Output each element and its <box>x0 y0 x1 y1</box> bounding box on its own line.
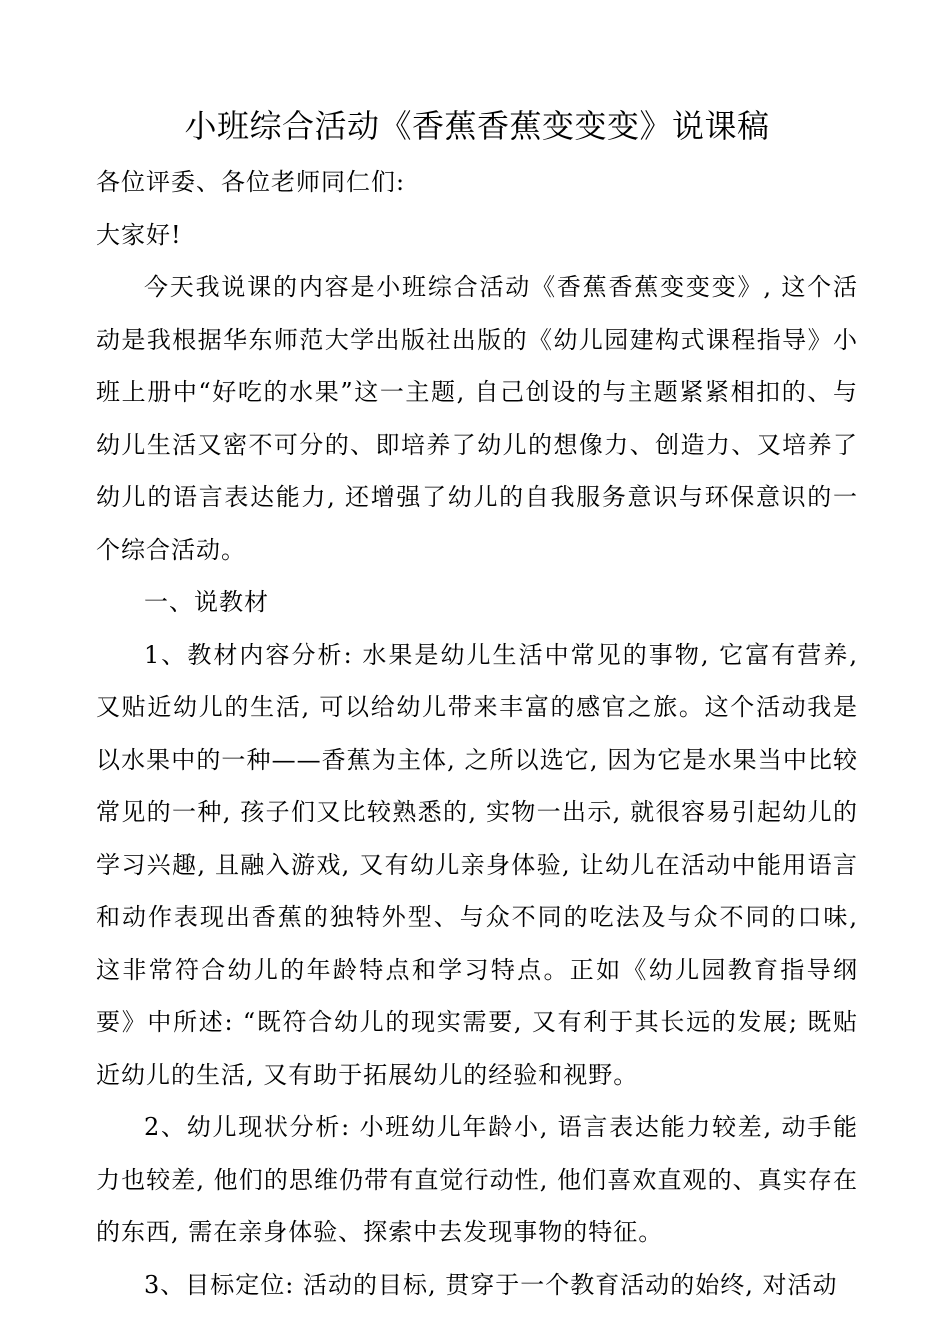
intro-paragraph: 今天我说课的内容是小班综合活动《香蕉香蕉变变变》, 这个活动是我根据华东师范大学出版社出版的《幼儿园建构式课程指导》小班上册中“好吃的水果”这一主题, 自己创设的与主题紧紧相扣的、与幼儿生活又密不可分的、即培养了幼儿的想像力、创造力、又培养了幼儿的语言表达能力, 还增强了幼儿的自我服务意识与环保意识的一个综合活动。 <box>96 273 858 564</box>
greeting: 大家好! <box>96 220 182 249</box>
document-title: 小班综合活动《香蕉香蕉变变变》说课稿 <box>184 107 770 145</box>
section-heading-teaching-material: 一、说教材 <box>144 588 269 616</box>
paragraph-goal-positioning: 3、目标定位: 活动的目标, 贯穿于一个教育活动的始终, 对活动 <box>144 1270 838 1299</box>
salutation: 各位评委、各位老师同仁们: <box>96 168 406 196</box>
paragraph-material-analysis: 1、教材内容分析: 水果是幼儿生活中常见的事物, 它富有营养, 又贴近幼儿的生活, 可以给幼儿带来丰富的感官之旅。这个活动我是以水果中的一种——香蕉为主体, 之所以选它, 因为它是水果当中比较常见的一种, 孩子们又比较熟悉的, 实物一出示, 就很容易引起幼儿的学习兴趣, 且融入游戏, 又有幼儿亲身体验, 让幼儿在活动中能用语言和动作表现出香蕉的独特外型、与众不同的吃法及与众不同的口味, 这非常符合幼儿的年龄特点和学习特点。正如《幼儿园教育指导纲要》中所述: “既符合幼儿的现实需要, 又有利于其长远的发展; 既贴近幼儿的生活, 又有助于拓展幼儿的经验和视野。 <box>96 640 858 1089</box>
paragraph-children-status: 2、幼儿现状分析: 小班幼儿年龄小, 语言表达能力较差, 动手能力也较差, 他们的思维仍带有直觉行动性, 他们喜欢直观的、真实存在的东西, 需在亲身体验、探索中去发现事物的特征。 <box>96 1113 858 1246</box>
document-page <box>96 104 858 1311</box>
